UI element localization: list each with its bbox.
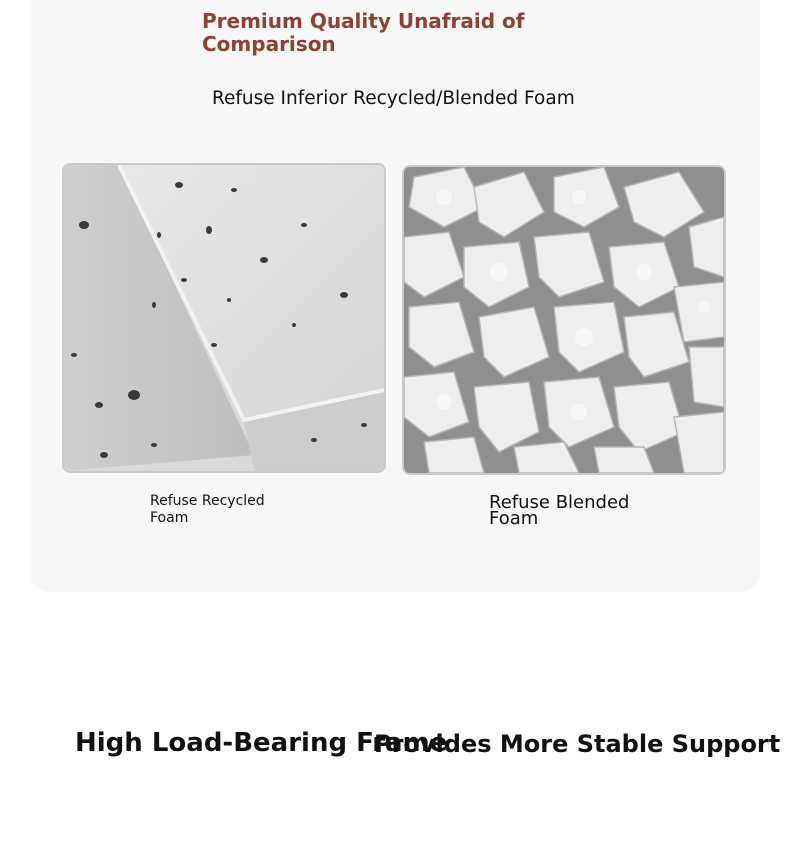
blended-foam-image — [402, 165, 726, 475]
comparison-headline: Premium Quality Unafraid of Comparison — [202, 9, 525, 56]
blended-foam-photo-icon — [404, 167, 724, 473]
frame-section-title-continued: Provides More Stable Support — [374, 730, 781, 758]
blended-foam-caption: Refuse Blended Foam — [489, 492, 630, 529]
recycled-foam-photo-icon — [64, 165, 384, 471]
recycled-foam-image — [62, 163, 386, 473]
frame-section-title: High Load-Bearing Frame — [75, 728, 448, 758]
comparison-subhead: Refuse Inferior Recycled/Blended Foam — [212, 88, 575, 109]
recycled-foam-caption: Refuse Recycled Foam — [150, 493, 265, 526]
